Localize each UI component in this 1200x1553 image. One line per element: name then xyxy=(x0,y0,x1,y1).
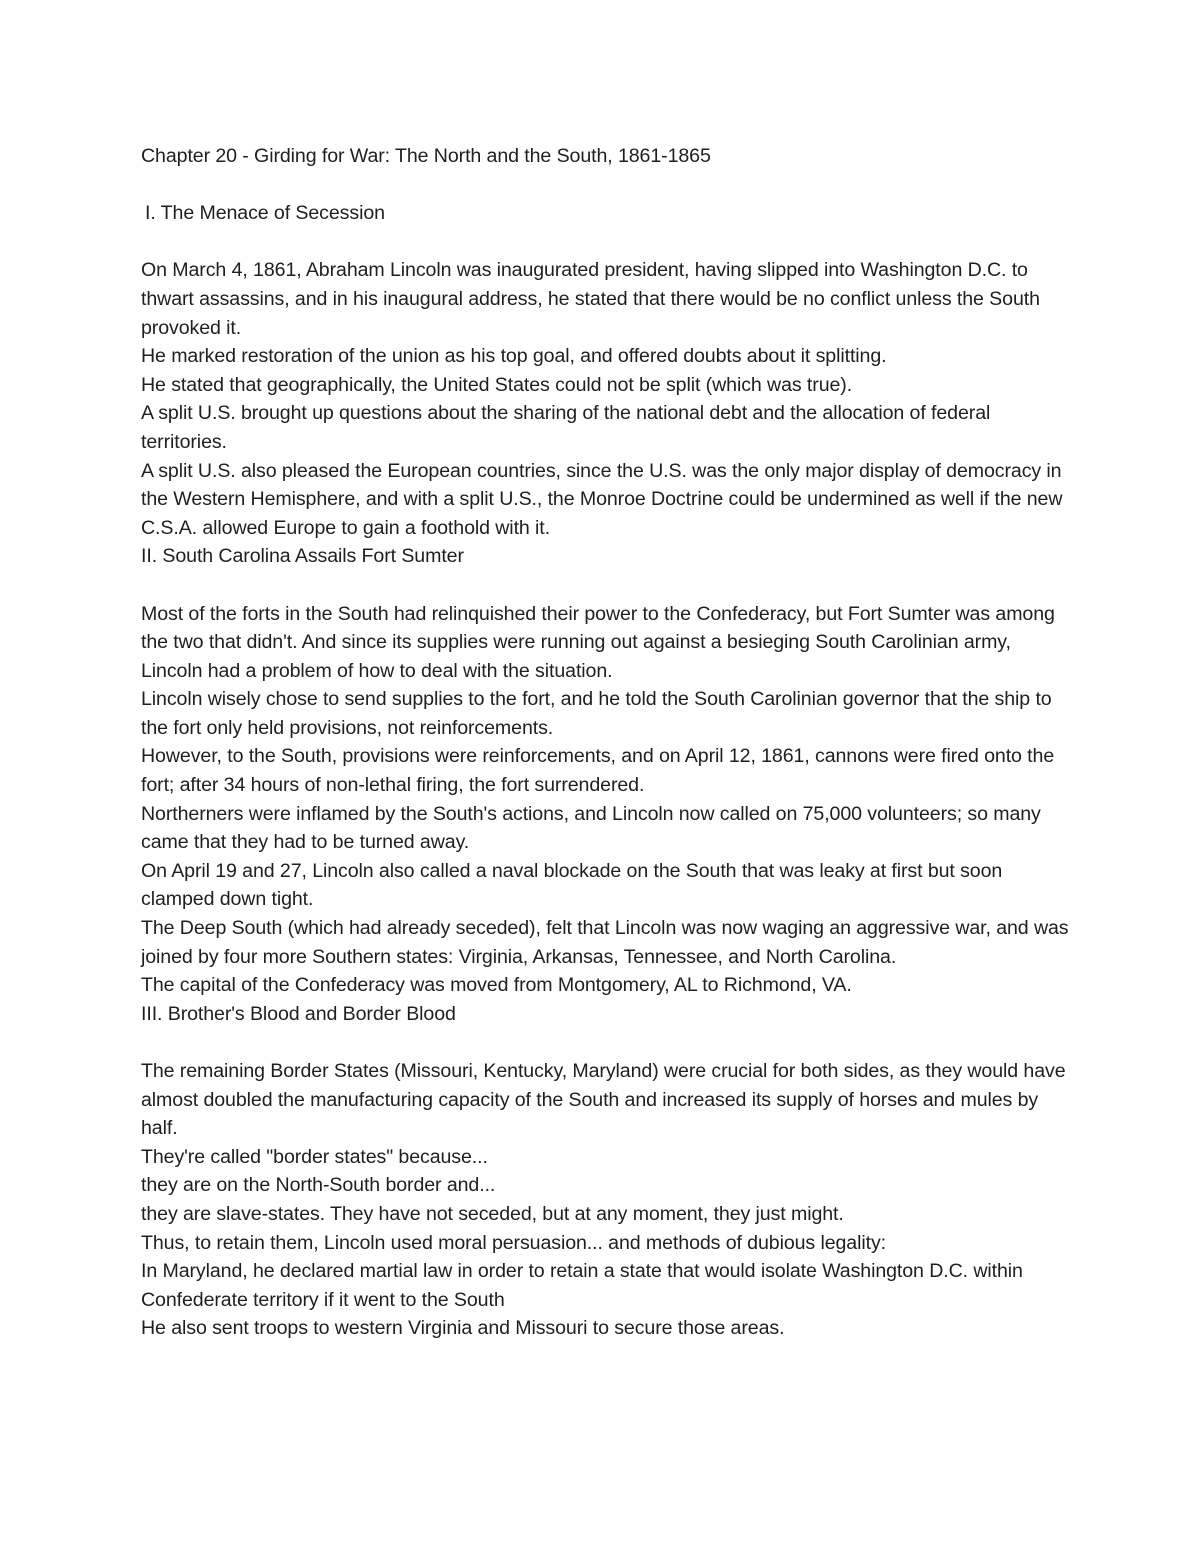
paragraph: The capital of the Confederacy was moved from Montgomery, AL to Richmond, VA. xyxy=(141,974,852,997)
paragraph: Northerners were inflamed by the South's actions, and Lincoln now called on 75,000 volunteers; so many came that they had to be turned away. xyxy=(141,802,1041,854)
section-heading-1: I. The Menace of Secession xyxy=(145,202,385,225)
document-title: Chapter 20 - Girding for War: The North and the South, 1861-1865 xyxy=(141,145,711,167)
paragraph: The Deep South (which had already seceded), felt that Lincoln was now waging an aggressive war, and was joined by four more Southern states: Virginia, Arkansas, Tennessee, and North Carolina. xyxy=(141,917,1069,968)
paragraph: In Maryland, he declared martial law in order to retain a state that would isolate Washington D.C. within Confederate territory if it went to the South xyxy=(141,1260,1023,1311)
paragraph: On April 19 and 27, Lincoln also called a naval blockade on the South that was leaky at first but soon clamped down tight. xyxy=(141,859,1003,911)
document-page xyxy=(141,142,1071,1343)
paragraph: He also sent troops to western Virginia and Missouri to secure those areas. xyxy=(141,1317,785,1340)
paragraph: He stated that geographically, the United States could not be split (which was true). xyxy=(141,373,853,396)
section-heading-2: II. South Carolina Assails Fort Sumter xyxy=(141,545,464,568)
paragraph: Lincoln wisely chose to send supplies to the fort, and he told the South Carolinian governor that the ship to the fort only held provisions, not reinforcements. xyxy=(141,688,1052,739)
spacer xyxy=(141,228,1071,257)
paragraph: The remaining Border States (Missouri, Kentucky, Maryland) were crucial for both sides, as they would have almost doubled the manufacturing capacity of the South and increased its supply of horses and mules by half. xyxy=(141,1060,1066,1140)
spacer xyxy=(141,171,1071,200)
paragraph: A split U.S. also pleased the European countries, since the U.S. was the only major display of democracy in the Western Hemisphere, and with a split U.S., the Monroe Doctrine could be undermined as well if the new C.S.A. allowed Europe to gain a foothold with it. xyxy=(141,459,1063,539)
paragraph: However, to the South, provisions were reinforcements, and on April 12, 1861, cannons were fired onto the fort; after 34 hours of non-lethal firing, the fort surrendered. xyxy=(141,745,1055,797)
paragraph: He marked restoration of the union as his top goal, and offered doubts about it splitting. xyxy=(141,345,887,368)
section-heading-3: III. Brother's Blood and Border Blood xyxy=(141,1002,456,1025)
paragraph: Most of the forts in the South had relinquished their power to the Confederacy, but Fort Sumter was among the two that didn't. And since its supplies were running out against a besieging South Carolinian army, Lincoln had a problem of how to deal with the situation. xyxy=(141,602,1055,682)
paragraph: Thus, to retain them, Lincoln used moral persuasion... and methods of dubious legality: xyxy=(141,1231,886,1254)
paragraph: A split U.S. brought up questions about the sharing of the national debt and the allocation of federal territories. xyxy=(141,402,991,453)
paragraph: they are on the North-South border and... xyxy=(141,1174,496,1197)
spacer xyxy=(141,1028,1071,1057)
paragraph: They're called "border states" because... xyxy=(141,1145,488,1168)
paragraph: they are slave-states. They have not seceded, but at any moment, they just might. xyxy=(141,1202,844,1225)
spacer xyxy=(141,571,1071,600)
paragraph: On March 4, 1861, Abraham Lincoln was inaugurated president, having slipped into Washington D.C. to thwart assassins, and in his inaugural address, he stated that there would be no conflict unless the South provoked it. xyxy=(141,259,1040,339)
